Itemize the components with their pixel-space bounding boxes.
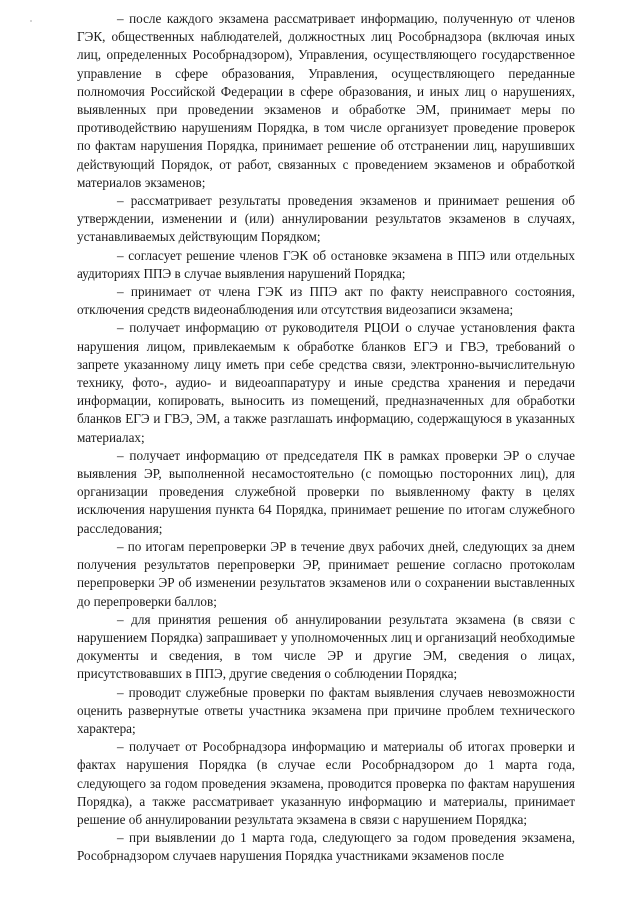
paragraph: – получает от Рособрнадзора информацию и материалы об итогах проверки и фактах нарушения Порядка (в случае если Рособрнадзором до 1 марта года, следующего за годом проведения экзамена, проводится проверка по фактам нарушения Порядка), а также рассматривает указанную информацию и материалы, принимает решение об аннулировании результата экзамена в связи с нарушением Порядка; — [77, 739, 575, 827]
paragraph: – получает информацию от руководителя РЦОИ о случае установления факта нарушения лицом, привлекаемым к обработке бланков ЕГЭ и ГВЭ, требований о запрете указанному лицу иметь при себе средства связи, электронно-вычислительную технику, фото-, аудио- и видеоаппаратуру и иные средства хранения и передачи информации, копировать, выносить из помещений, предназначенных для обработки бланков ЕГЭ и ГВЭ, ЭМ, а также разглашать информацию, содержащуюся в указанных материалах; — [77, 320, 575, 445]
paragraph: – получает информацию от председателя ПК в рамках проверки ЭР о случае выявления ЭР, выполненной несамостоятельно (с помощью посторонних лиц), для организации проведения служебной проверки по выявленному факту в целях исключения нарушения пункта 64 Порядка, принимает решение по итогам служебного расследования; — [77, 447, 575, 536]
paragraph: – согласует решение членов ГЭК об остановке экзамена в ППЭ или отдельных аудиториях ППЭ в случае выявления нарушений Порядка; — [77, 247, 575, 281]
paragraph: – по итогам перепроверки ЭР в течение двух рабочих дней, следующих за днем получения результатов перепроверки ЭР, принимает решение согласно протоколам перепроверки ЭР об изменении результатов экзаменов или о сохранении выставленных до перепроверки баллов; — [77, 538, 575, 609]
paragraph: – принимает от члена ГЭК из ППЭ акт по факту неисправного состояния, отключения средств видеонаблюдения или отсутствия видеозаписи экзамена; — [77, 284, 575, 318]
paragraph: – при выявлении до 1 марта года, следующего за годом проведения экзамена, Рособрнадзором случаев нарушения Порядка участниками экзаменов после — [77, 830, 575, 864]
paragraph: – рассматривает результаты проведения экзаменов и принимает решения об утверждении, изменении и (или) аннулировании результатов экзаменов в случаях, устанавливаемых действующим Порядком; — [77, 193, 575, 245]
paragraph: – для принятия решения об аннулировании результата экзамена (в связи с нарушением Порядка) запрашивает у уполномоченных лиц и организаций необходимые документы и сведения, в том числе ЭР и другие ЭМ, сведения о лицах, присутствовавших в ППЭ, другие сведения о соблюдении Порядка; — [77, 611, 575, 682]
paragraph: – после каждого экзамена рассматривает информацию, полученную от членов ГЭК, общественных наблюдателей, должностных лиц Рособрнадзора (включая иных лиц, определенных Рособрнадзором), Управления, осуществляющего государственное управление в сфере образования, Управления, осуществляющего переданные полномочия Российской Федерации в сфере образования, и иных лиц о нарушениях, выявленных при проведении экзаменов и обработке ЭМ, принимает меры по противодействию нарушениям Порядка, в том числе организует проведение проверок по фактам нарушения Порядка, принимает решение об отстранении лиц, нарушивших действующий Порядок, от работ, связанных с проведением экзаменов и обработкой материалов экзаменов; — [77, 11, 575, 190]
document-body — [77, 10, 575, 866]
scan-speck — [30, 20, 32, 22]
paragraph: – проводит служебные проверки по фактам выявления случаев невозможности оценить развернутые ответы участника экзамена при причине проблем технического характера; — [77, 684, 575, 736]
